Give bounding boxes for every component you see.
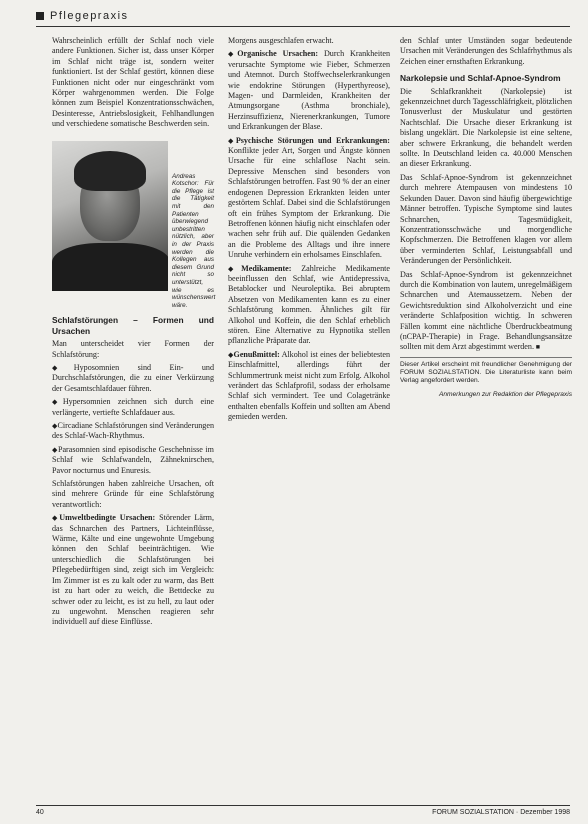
column-3 (400, 36, 572, 399)
paragraph: Morgens ausgeschlafen erwacht. (228, 36, 334, 45)
publication-note: Dieser Artikel erscheint mit freundlicher Genehmigung der FORUM SOZIALSTATION. Die Literaturliste kann beim Verlag angefordert werden. (400, 357, 572, 385)
paragraph: Schlafstörungen haben zahlreiche Ursachen, oft sind mehrere Gründe für eine Schlafstörung verantwortlich: (52, 479, 214, 509)
bullet-lead: Umweltbedingte Ursachen: (59, 513, 156, 523)
page-number: 40 (36, 809, 44, 816)
bullet-item: ◆ Hyposomnien sind Ein- und Durchschlafstörungen, die zu einer Verkürzung der Gesamtschlafdauer führen. (52, 363, 214, 394)
section-subhead: Narkolepsie und Schlaf-Apnoe-Syndrom (400, 73, 561, 84)
paragraph: Das Schlaf-Apnoe-Syndrom ist gekennzeichnet durch die Kombination von lautem, unregelmäßigem Schnarchen und Atemaussetzern. Neben der Gewichtsreduktion sind Alkoholverzicht und eine veränderte Schlafposition wichtig. In schweren Fällen kommt eine nächtliche Überdruckbeatmung (nCPAP-Therapie) in Frage. Behandlungsansätze sollten mit dem Arzt abgestimmt werden. ■ (400, 270, 572, 353)
bullet-item: ◆ Hypersomnien zeichnen sich durch eine verlängerte, vertiefte Schlafdauer aus. (52, 397, 214, 418)
editorial-note: Anmerkungen zur Redaktion der Pflegepraxis (438, 390, 572, 398)
header-rule (36, 26, 570, 27)
bullet-item (228, 264, 390, 347)
journal-name: FORUM SOZIALSTATION · Dezember 1998 (432, 809, 570, 816)
paragraph: Die Schlafkrankheit (Narkolepsie) ist gekennzeichnet durch Tagesschläfrigkeit, plötzlichen Tonusverlust der Muskulatur und gestörten Nachtschlaf. Die Ursache dieser Erkrankung ist bislang ungeklärt. Die Narkolepsie ist eine seltene, aber schwere Erkrankung, die behandelt werden sollte. In Deutschland leiden ca. 40.000 Menschen an dieser Erkrankung. (400, 86, 572, 169)
paragraph: Das Schlaf-Apnoe-Syndrom ist gekennzeichnet durch mehrere Atempausen von mindestens 10 Sekunden Dauer. Davon sind häufig übergewichtige Männer betroffen. Typische Symptome sind lautes Schnarchen, Tagesmüdigkeit, Konzentrationsschwäche und morgendliche Kopfschmerzen. Die Betroffenen klagen vor allem über verminderten Schlaf, Leistungsabfall und Veränderungen der Persönlichkeit. (400, 172, 572, 266)
bullet-lead: Genußmittel: (233, 349, 280, 359)
bullet-text: Zahlreiche Medikamente beeinflussen den Schlaf, wie Antidepressiva, Betablocker und Neuroleptika. Bei abruptem Absetzen von Medikamenten kann es zu einer Schlafstörung kommen. Ähnliches gilt für Alkohol und Koffein, die den Schlaf erheblich stören. Eine Alternative zu Hypnotika stellen pflanzliche Präparate dar. (228, 263, 391, 346)
bullet-text: Alkohol ist eines der beliebtesten Einschlafmittel, allerdings führt der Schlummertrunk meist nicht zum Erfolg. Alkohol verändert das Schlafprofil, sodass der erholsame Schlaf sich vermindert. Tee und Colagetränke enthalten ebenfalls Koffein und sollten am Abend gemieden werden. (228, 349, 391, 422)
bullet-item (228, 350, 390, 423)
bullet-text: Durch Krankheiten verursachte Symptome wie Fieber, Schmerzen und Atemnot. Durch Stoffwechselerkrankungen wie endokrine Störungen (Hyperthyreose), Magen- und Darmleiden, Krankheiten der Atmungsorgane (Asthma bronchiale), Herzinsuffizienz, Nierenerkrankungen, Tumore und Erkrankungen der Blase. (228, 49, 390, 132)
bullet-lead: Psychische Störungen und Erkrankungen: (235, 135, 390, 145)
column-2 (228, 36, 390, 426)
bullet-item (52, 513, 214, 627)
portrait-hair (74, 151, 146, 191)
portrait-photo (52, 141, 168, 291)
paragraph: Man unterscheidet vier Formen der Schlafstörung: (52, 339, 214, 359)
section-title: Pflegepraxis (50, 10, 129, 22)
bullet-item: ◆ Circadiane Schlafstörungen sind Veränderungen des Schlaf-Wach-Rhythmus. (52, 421, 214, 442)
bullet-item (228, 136, 390, 261)
portrait-shoulders (52, 243, 168, 291)
bullet-text: Störender Lärm, das Schnarchen des Partners, Lichteinflüsse, Wärme, Kälte und eine ungewohnte Umgebung können den Schlaf beeinträchtigen. Wie unterschiedlich die Schlafstörungen bei Pflegebedürftigen sind, zeigt sich im Vergleich: Im Zimmer ist es zu kalt oder zu warm, das Bett ist zu hart oder zu weich, die Bettdecke zu schwer oder zu leicht, es ist zu hell, zu laut oder zu ungewohnt. Menschen reagieren sehr individuell auf diese Einflüsse. (52, 513, 214, 627)
paragraph: den Schlaf unter Umständen sogar bedeutende Ursachen mit Veränderungen des Schlafrhythmus als Zeichen einer ernsthaften Erkrankung. (400, 36, 572, 66)
bullet-item: ◆ Parasomnien sind episodische Geschehnisse im Schlaf wie Schlafwandeln, Zähneknirschen, Pavor nocturnus und Enuresis. (52, 445, 214, 476)
photo-caption: Andreas Kotschor: Für die Pflege ist die Tätigkeit mit den Patienten überwiegend unbestritten nützlich, aber in der Praxis werden die Kollegen aus diesem Grund nicht so unterstützt, wie es wünschenswert wäre. (172, 172, 216, 309)
section-square-icon (36, 12, 44, 20)
bullet-lead: Organische Ursachen: (237, 49, 319, 59)
bullet-lead: Medikamente: (241, 263, 292, 273)
bullet-item (228, 49, 390, 132)
paragraph: Wahrscheinlich erfüllt der Schlaf noch viele andere Funktionen. Sicher ist, dass unser Körper im Schlaf nicht träge ist, sondern weiter funktioniert. Ist der Schlaf gestört, können diese Funktionen nicht oder nur eingeschränkt vom Körper wahrgenommen werden. Die Folge können zum Beispiel Konzentrationsschwächen, Desinteresse, Antriebslosigkeit, Fehlhandlungen und verschiedene somatische Beschwerden sein. (52, 36, 214, 129)
section-header (36, 10, 129, 22)
column-1 (52, 36, 214, 631)
page-footer (36, 805, 570, 816)
section-subhead: Schlafstörungen – Formen und Ursachen (52, 315, 214, 336)
bullet-text: Konflikte jeder Art, Sorgen und Ängste können Ursache für eine schlaflose Nacht sein. Depressive Menschen sind besonders von Schlafstörungen betroffen. Fast 90 % der an einer endogenen Depression Erkrankten leiden unter gestörtem Schlaf. Dabei sind die Schlafstörungen oft ein frühes Symptom der Erkrankung. Die Betroffenen können häufig nicht einschlafen oder wachen sehr früh auf. Die quälenden Gedanken an die Probleme des Alltags und ihre innere Unruhe verhindern ein erholsames Einschlafen. (228, 146, 390, 260)
portrait-block (52, 133, 214, 310)
